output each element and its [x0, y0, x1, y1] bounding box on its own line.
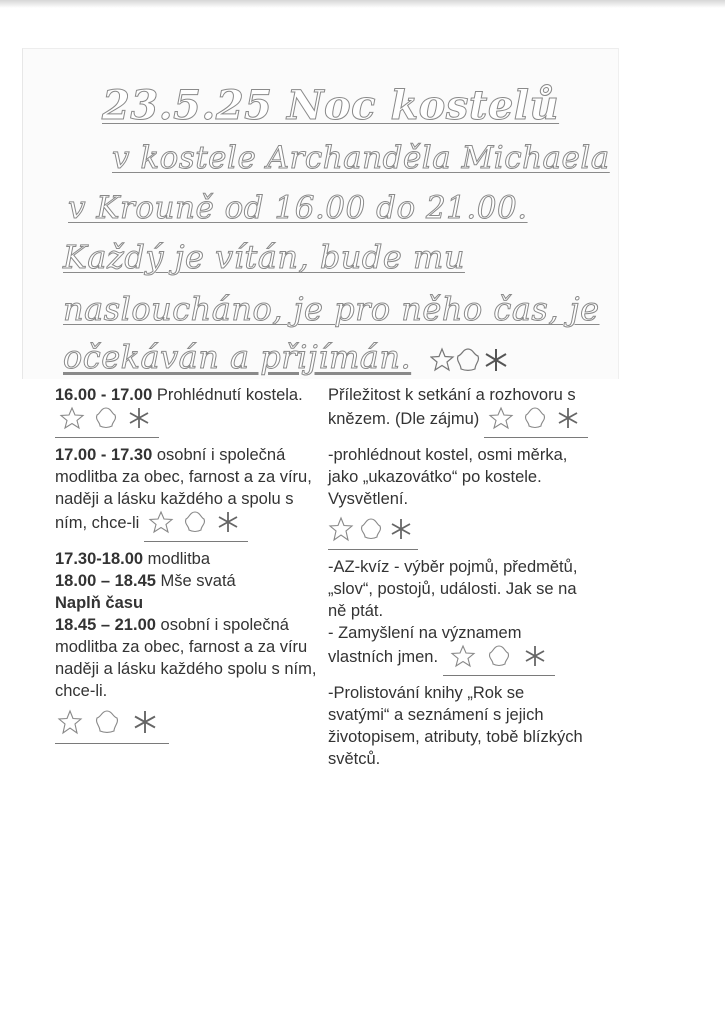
hero-title-welcome [63, 238, 465, 276]
activity-item [328, 556, 590, 622]
activity-text: - Zamyšlení na významem vlastních jmen. [328, 624, 522, 666]
outline-star-icon [61, 408, 83, 428]
outline-star-icon [59, 711, 81, 733]
decor-icons [443, 644, 555, 676]
outline-star-icon [452, 646, 474, 666]
decor-icons [55, 406, 159, 438]
hero-title-place-time-text: v Krouně od 16.00 do 21.00. [68, 190, 528, 226]
hero-title-church [112, 140, 610, 176]
schedule-text: osobní i společná modlitba za obec, farnost a za víru naději a lásku každého spolu s ním, chce-li. [55, 616, 317, 700]
snowflake-icon [130, 408, 148, 428]
snowflake-icon [486, 349, 506, 371]
schedule-item [55, 614, 317, 702]
schedule-item [55, 570, 317, 592]
hero-title-listen [63, 290, 600, 328]
outline-flower-icon [97, 711, 118, 733]
snowflake-icon [526, 646, 544, 666]
hero-title-date [102, 82, 559, 129]
activity-item [328, 444, 590, 510]
schedule-time: 18.00 – 18.45 [55, 572, 156, 590]
decor-icons [484, 406, 588, 438]
activity-item [328, 384, 590, 438]
activity-text: -AZ-kvíz - výběr pojmů, předmětů, „slov“, postojů, události. Jak se na ně ptát. [328, 558, 578, 620]
outline-flower-icon [525, 408, 544, 428]
outline-star-icon [150, 512, 172, 532]
schedule-item [55, 384, 317, 438]
schedule-time: 17.30-18.00 [55, 550, 144, 568]
schedule-time: 17.00 - 17.30 [55, 446, 153, 464]
schedule-time: 18.45 – 21.00 [55, 616, 156, 634]
schedule-heading [55, 592, 317, 614]
hero-title-listen-text: nasloucháno, je pro něho čas, je [63, 290, 600, 328]
schedule-column [55, 384, 317, 744]
hero-title-church-text: v kostele Archanděla Michaela [112, 140, 610, 176]
snowflake-icon [559, 408, 577, 428]
hero-title-welcome-text: Každý je vítán, bude mu [63, 238, 465, 276]
decor-icons [55, 708, 317, 744]
hero-title-date-text: 23.5.25 Noc kostelů [102, 82, 560, 129]
schedule-text: osobní i společná modlitba za obec, farnost a za víru, naději a lásku každého a spolu s ním, chce-li [55, 446, 312, 532]
schedule-item [55, 548, 317, 570]
schedule-text: Mše svatá [160, 572, 236, 590]
outline-star-icon [490, 408, 512, 428]
schedule-text: Prohlédnutí kostela. [156, 386, 303, 404]
snowflake-icon [135, 711, 155, 733]
hero-title-accepted-text: očekáván a přijímán. [63, 338, 412, 376]
activity-text: -prohlédnout kostel, osmi měrka, jako „ukazovátko“ po kostele. Vysvětlení. [328, 446, 568, 508]
activity-text: -Prolistování knihy „Rok se svatými“ a seznámení s jejich životopisem, atributy, tobě blízkých světců. [328, 684, 583, 768]
snowflake-icon [392, 519, 410, 539]
outline-star-icon [330, 518, 352, 540]
hero-title-accepted [63, 338, 508, 376]
scan-edge-shadow [0, 0, 725, 8]
snowflake-icon [219, 512, 237, 532]
decor-icons-underlined [55, 708, 169, 744]
activity-item [328, 682, 590, 770]
outline-star-icon [431, 349, 453, 370]
outline-flower-icon [457, 349, 478, 371]
outline-flower-icon [489, 646, 508, 666]
outline-flower-icon [362, 519, 381, 539]
schedule-text: modlitba [147, 550, 211, 568]
schedule-item [55, 444, 317, 542]
activities-column [328, 384, 590, 776]
decor-icons [144, 510, 248, 542]
schedule-time: 16.00 - 17.00 [55, 386, 153, 404]
schedule-heading-text: Naplň času [55, 594, 144, 612]
decor-icons-title [430, 347, 508, 373]
activity-item [328, 622, 590, 676]
decor-icons [328, 516, 418, 550]
outline-flower-icon [97, 408, 116, 428]
activity-text: Příležitost k setkání a rozhovoru s knězem. (Dle zájmu) [328, 386, 576, 428]
outline-flower-icon [185, 512, 204, 532]
decor-icons-row [328, 516, 590, 550]
hero-title-place-time [68, 190, 528, 226]
